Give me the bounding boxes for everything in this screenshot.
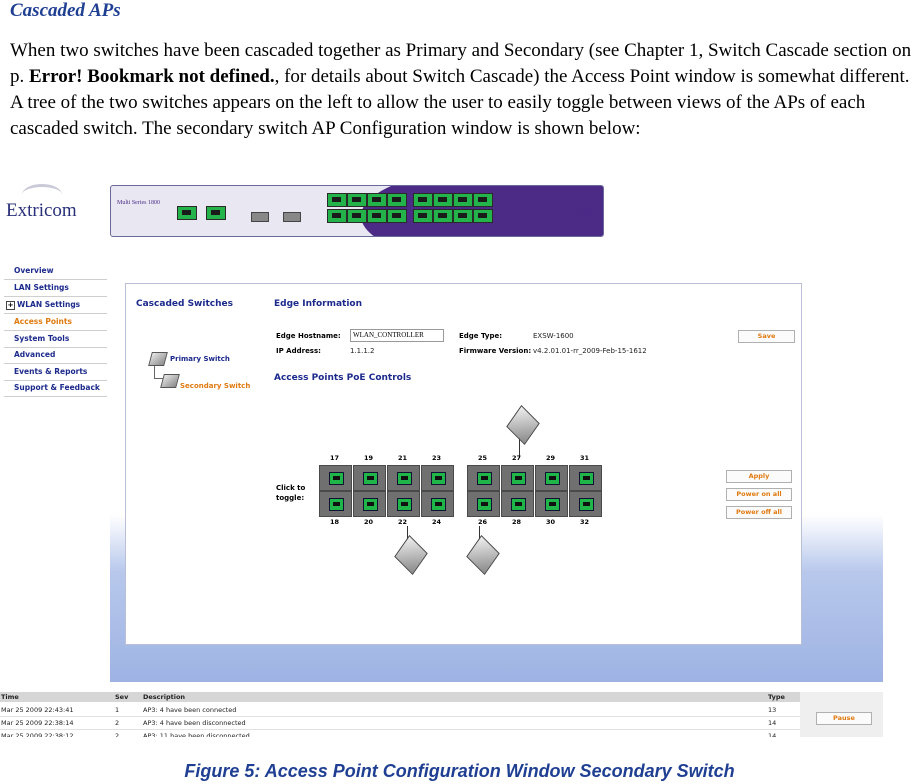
ethernet-port-icon: [511, 498, 526, 511]
sfp-slot-icon: [251, 212, 269, 222]
poe-port-toggle[interactable]: [467, 465, 500, 491]
device-port-icon: [413, 193, 433, 207]
sidebar-item-system-tools[interactable]: [4, 331, 107, 348]
device-model-label: Multi Series 1800: [117, 200, 160, 206]
log-type: 14: [768, 719, 777, 727]
log-sev: 2: [115, 719, 120, 727]
port-number-label: 24: [431, 518, 442, 526]
event-log: [0, 692, 883, 737]
device-port-icon: [367, 209, 387, 223]
tree-primary-switch[interactable]: Primary Switch: [170, 355, 230, 363]
poe-controls-title: Access Points PoE Controls: [274, 373, 412, 383]
switch-icon: [148, 352, 168, 366]
log-controls: [800, 692, 883, 737]
log-row[interactable]: [0, 704, 800, 717]
port-number-label: 26: [477, 518, 488, 526]
poe-port-toggle[interactable]: [501, 491, 534, 517]
ethernet-port-icon: [545, 472, 560, 485]
sidebar-item-label: Events & Reports: [14, 367, 88, 376]
port-number-label: 28: [511, 518, 522, 526]
device-port-icon: [387, 193, 407, 207]
access-point-icon: [466, 535, 500, 575]
device-front-panel: [110, 185, 604, 237]
port-number-label: 22: [397, 518, 408, 526]
sidebar-item-events-reports[interactable]: [4, 364, 107, 381]
device-logo: Extricom: [556, 204, 597, 216]
poe-port-toggle[interactable]: [319, 465, 352, 491]
device-port-icon: [453, 209, 473, 223]
ethernet-port-icon: [431, 472, 446, 485]
ethernet-port-icon: [477, 498, 492, 511]
device-port-icon: [387, 209, 407, 223]
ip-address-label: IP Address:: [276, 347, 321, 355]
sidebar-item-label: LAN Settings: [14, 283, 69, 292]
device-port-icon: [453, 193, 473, 207]
device-port-icon: [367, 193, 387, 207]
ethernet-port-icon: [363, 472, 378, 485]
poe-port-toggle[interactable]: [353, 491, 386, 517]
log-time: Mar 25 2009 22:38:14: [1, 719, 74, 727]
ip-address-value: 1.1.1.2: [350, 347, 375, 355]
ethernet-port-icon: [545, 498, 560, 511]
log-desc: AP3: 4 have been disconnected: [143, 719, 246, 727]
log-sev: 1: [115, 706, 120, 714]
apply-button[interactable]: Apply: [726, 470, 792, 483]
save-button[interactable]: Save: [738, 330, 795, 343]
edge-type-label: Edge Type:: [459, 332, 503, 340]
ethernet-port-icon: [511, 472, 526, 485]
figure-caption: Figure 5: Access Point Configuration Window Secondary Switch: [184, 761, 735, 781]
poe-port-toggle[interactable]: [569, 465, 602, 491]
port-number-label: 17: [329, 454, 340, 462]
poe-port-toggle[interactable]: [535, 465, 568, 491]
port-number-label: 32: [579, 518, 590, 526]
sidebar-item-label: Support & Feedback: [14, 383, 100, 392]
access-point-icon: [394, 535, 428, 575]
log-desc: AP3: 11 have been disconnected: [143, 732, 250, 737]
sidebar-item-lan-settings[interactable]: [4, 280, 107, 297]
access-point-panel: [125, 283, 802, 645]
ethernet-port-icon: [397, 472, 412, 485]
sidebar-item-advanced[interactable]: [4, 347, 107, 364]
sidebar-item-label: WLAN Settings: [17, 300, 81, 309]
poe-port-toggle[interactable]: [569, 491, 602, 517]
body-paragraph: [10, 38, 915, 142]
access-point-icon: [506, 405, 540, 445]
ethernet-port-icon: [329, 498, 344, 511]
power-on-all-button[interactable]: Power on all: [726, 488, 792, 501]
edge-type-value: EXSW-1600: [533, 332, 574, 340]
device-port-icon: [177, 206, 197, 220]
edge-information-title: Edge Information: [274, 299, 362, 309]
poe-port-toggle[interactable]: [387, 491, 420, 517]
log-type: 14: [768, 732, 777, 737]
para-text-1: When two switches have been cascaded together as Primary and Secondary (see Chapter 1, Switch Cascade section on p.: [10, 40, 912, 87]
log-time: Mar 25 2009 22:38:12: [1, 732, 74, 737]
screenshot-figure: [0, 182, 883, 737]
sidebar-item-label: Advanced: [14, 350, 56, 359]
device-port-icon: [347, 209, 367, 223]
port-number-label: 19: [363, 454, 374, 462]
log-col-sev: Sev: [115, 693, 129, 701]
port-number-label: 23: [431, 454, 442, 462]
header-banner: [0, 182, 883, 240]
switch-icon: [160, 374, 180, 388]
poe-port-toggle[interactable]: [353, 465, 386, 491]
section-heading: Cascaded APs: [10, 0, 121, 21]
firmware-value: v4.2.01.01-rr_2009-Feb-15-1612: [533, 347, 647, 355]
port-number-label: 20: [363, 518, 374, 526]
para-bold-ref: Error! Bookmark not defined.: [29, 66, 275, 87]
port-number-label: 29: [545, 454, 556, 462]
ethernet-port-icon: [363, 498, 378, 511]
sidebar-item-wlan-settings[interactable]: [4, 297, 107, 314]
device-port-icon: [206, 206, 226, 220]
log-sev: 2: [115, 732, 120, 737]
log-desc: AP3: 4 have been connected: [143, 706, 237, 714]
log-header-row: [0, 692, 800, 702]
poe-port-toggle[interactable]: [501, 465, 534, 491]
device-port-icon: [347, 193, 367, 207]
toggle-label: toggle:: [276, 494, 305, 502]
port-number-label: 18: [329, 518, 340, 526]
log-col-type: Type: [768, 693, 785, 701]
ethernet-port-icon: [431, 498, 446, 511]
log-row[interactable]: [0, 717, 800, 730]
log-row[interactable]: [0, 730, 800, 737]
device-port-icon: [413, 209, 433, 223]
toggle-label: Click to: [276, 484, 306, 492]
expand-plus-icon[interactable]: +: [7, 301, 14, 309]
log-col-desc: Description: [143, 693, 186, 701]
ethernet-port-icon: [329, 472, 344, 485]
sidebar-nav: [0, 258, 110, 682]
sidebar-item-overview[interactable]: [4, 263, 107, 280]
poe-port-toggle[interactable]: [421, 491, 454, 517]
sidebar-item-label: Overview: [14, 266, 54, 275]
sfp-slot-icon: [283, 212, 301, 222]
ethernet-port-icon: [579, 472, 594, 485]
hostname-label: Edge Hostname:: [276, 332, 341, 340]
sidebar-item-label: Access Points: [14, 317, 72, 326]
port-number-label: 27: [511, 454, 522, 462]
device-port-icon: [327, 209, 347, 223]
poe-port-toggle[interactable]: [387, 465, 420, 491]
brand-logo: Extricom: [6, 200, 77, 221]
port-number-label: 21: [397, 454, 408, 462]
device-port-icon: [473, 193, 493, 207]
pause-button[interactable]: Pause: [816, 712, 872, 725]
sidebar-item-label: System Tools: [14, 334, 70, 343]
port-number-label: 30: [545, 518, 556, 526]
cascaded-switches-title: Cascaded Switches: [136, 299, 233, 309]
device-port-icon: [433, 209, 453, 223]
tree-connector: [154, 366, 163, 379]
power-off-all-button[interactable]: Power off all: [726, 506, 792, 519]
tree-secondary-switch[interactable]: Secondary Switch: [180, 382, 251, 390]
port-number-label: 31: [579, 454, 590, 462]
port-number-label: 25: [477, 454, 488, 462]
log-col-time: Time: [1, 693, 19, 701]
ethernet-port-icon: [397, 498, 412, 511]
hostname-input[interactable]: WLAN_CONTROLLER: [350, 329, 444, 342]
sidebar-item-support-feedback[interactable]: [4, 380, 107, 397]
poe-port-toggle[interactable]: [421, 465, 454, 491]
poe-port-toggle[interactable]: [319, 491, 352, 517]
poe-port-toggle[interactable]: [535, 491, 568, 517]
log-time: Mar 25 2009 22:43:41: [1, 706, 74, 714]
device-port-icon: [473, 209, 493, 223]
device-port-icon: [327, 193, 347, 207]
ethernet-port-icon: [477, 472, 492, 485]
ethernet-port-icon: [579, 498, 594, 511]
firmware-label: Firmware Version:: [459, 347, 532, 355]
sidebar-item-access-points[interactable]: [4, 314, 107, 331]
device-port-icon: [433, 193, 453, 207]
para-text-2: , for details about Switch Cascade) the Access Point window is somewhat different. A tree of the two switches appears on the left to allow the user to easily toggle between views of the APs of each cascaded switch. The secondary switch AP Configuration window is shown below:: [10, 66, 910, 139]
poe-port-toggle[interactable]: [467, 491, 500, 517]
log-type: 13: [768, 706, 777, 714]
